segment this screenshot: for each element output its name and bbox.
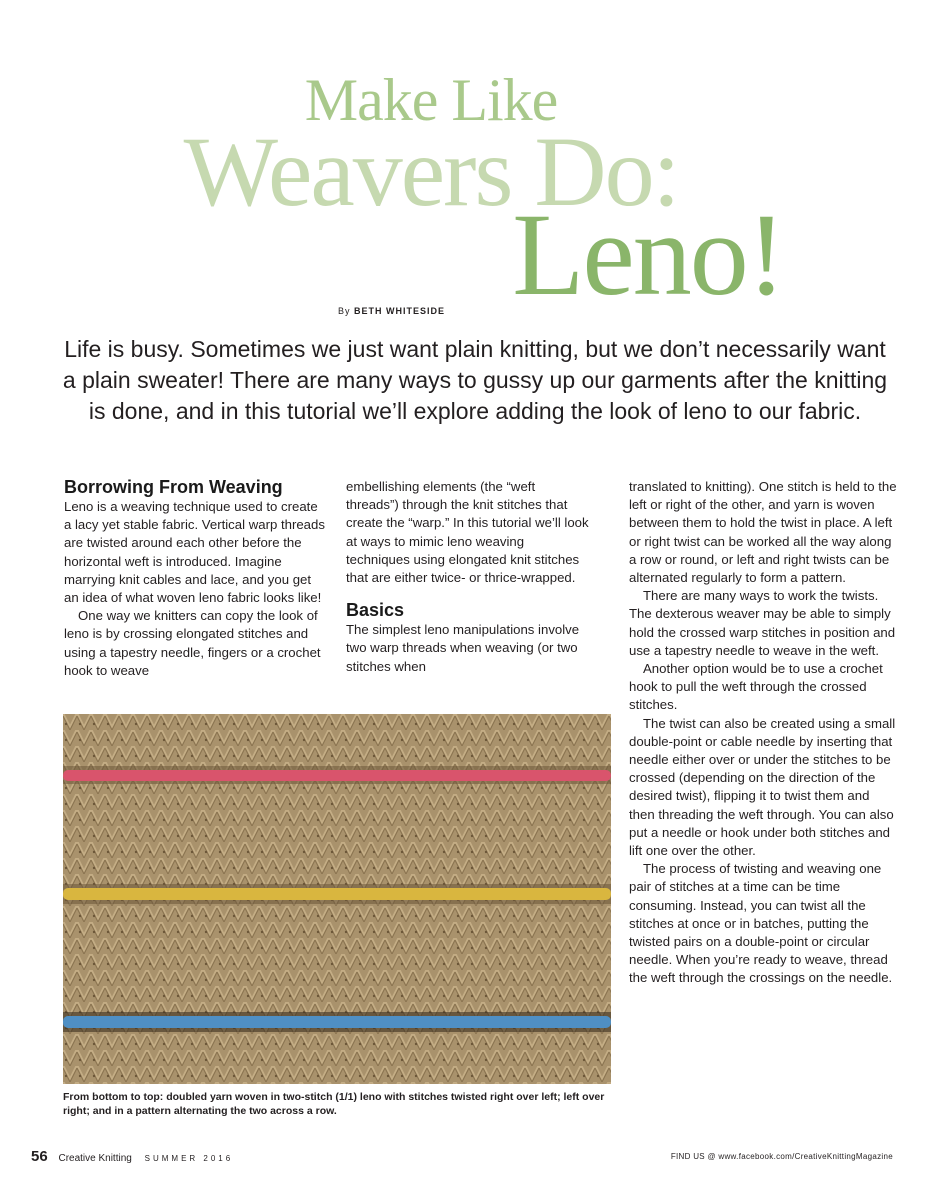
- footer-left: [31, 1148, 233, 1165]
- page-number: 56: [31, 1148, 48, 1165]
- column-3: [629, 478, 897, 988]
- paragraph: The twist can also be created using a small double-point or cable needle by inserting that needle either over or under the stitches to be crossed (depending on the direction of the desired twist), flipping it to twist them and then threading the weft through. You can also put a needle or hook under both stitches and lift one over the other.: [629, 715, 896, 859]
- section-heading-borrowing: Borrowing From Weaving: [64, 477, 283, 497]
- title-line-2: Weavers Do:: [183, 116, 679, 227]
- knitting-swatch-illustration: [63, 714, 611, 1084]
- weft-row-pink: [63, 766, 611, 784]
- paragraph: translated to knitting). One stitch is held to the left or right of the other, and yarn is woven between them to hold the twist in place. A left or right twist can be worked all the way along a row or round, or left and right twists can be alternated regularly to form a pattern.: [629, 479, 897, 586]
- paragraph: There are many ways to work the twists. The dexterous weaver may be able to simply hold the crossed warp stitches in position and use a tapestry needle to weave in the weft.: [629, 588, 896, 658]
- title-line-1: Make Like: [304, 67, 558, 133]
- byline-prefix: By: [338, 306, 351, 316]
- title-line-3: Leno!: [512, 189, 784, 320]
- issue-season: SUMMER 2016: [144, 1154, 234, 1163]
- knitting-swatch-photo: [63, 714, 611, 1084]
- weft-row-blue: [63, 1012, 611, 1032]
- photo-caption: From bottom to top: doubled yarn woven in two-stitch (1/1) leno with stitches twisted right over left; left over right; and in a pattern alternating the two across a row.: [63, 1091, 605, 1117]
- column-2: [346, 478, 591, 676]
- byline: [338, 306, 445, 316]
- magazine-name: Creative Knitting: [58, 1153, 132, 1164]
- intro-paragraph: Life is busy. Sometimes we just want plain knitting, but we don’t necessarily want a plain sweater! There are many ways to gussy up our garments after the knitting is done, and in this tutorial we’ll explore adding the look of leno to our fabric.: [62, 336, 888, 424]
- paragraph: One way we knitters can copy the look of leno is by crossing elongated stitches and using a tapestry needle, fingers or a crochet hook to weave: [64, 608, 321, 678]
- paragraph: The process of twisting and weaving one pair of stitches at a time can be time consuming. Instead, you can twist all the stitches at once or in batches, putting the twisted pairs on a double-point or circular needle. When you’re ready to weave, thread the weft through the crossings on the needle.: [629, 861, 893, 986]
- footer-find-us: FIND US @ www.facebook.com/CreativeKnittingMagazine: [670, 1152, 893, 1161]
- column-1: [64, 476, 326, 680]
- weft-row-yellow: [63, 884, 611, 904]
- paragraph: Another option would be to use a crochet hook to pull the weft through the crossed stitches.: [629, 661, 883, 713]
- byline-author: BETH WHITESIDE: [354, 306, 446, 316]
- section-heading-basics: Basics: [346, 600, 405, 621]
- paragraph: The simplest leno manipulations involve two warp threads when weaving (or two stitches when: [346, 622, 580, 674]
- paragraph: Leno is a weaving technique used to create a lacy yet stable fabric. Vertical warp threads are twisted around each other before the horizontal weft is introduced. Imagine marrying knit cables and lace, and you get an idea of what woven leno fabric looks like!: [64, 499, 325, 606]
- paragraph: embellishing elements (the “weft threads”) through the knit stitches that create the “warp.” In this tutorial we’ll look at ways to mimic leno weaving techniques using elongated knit stitches that are either twice- or thrice-wrapped.: [346, 479, 589, 586]
